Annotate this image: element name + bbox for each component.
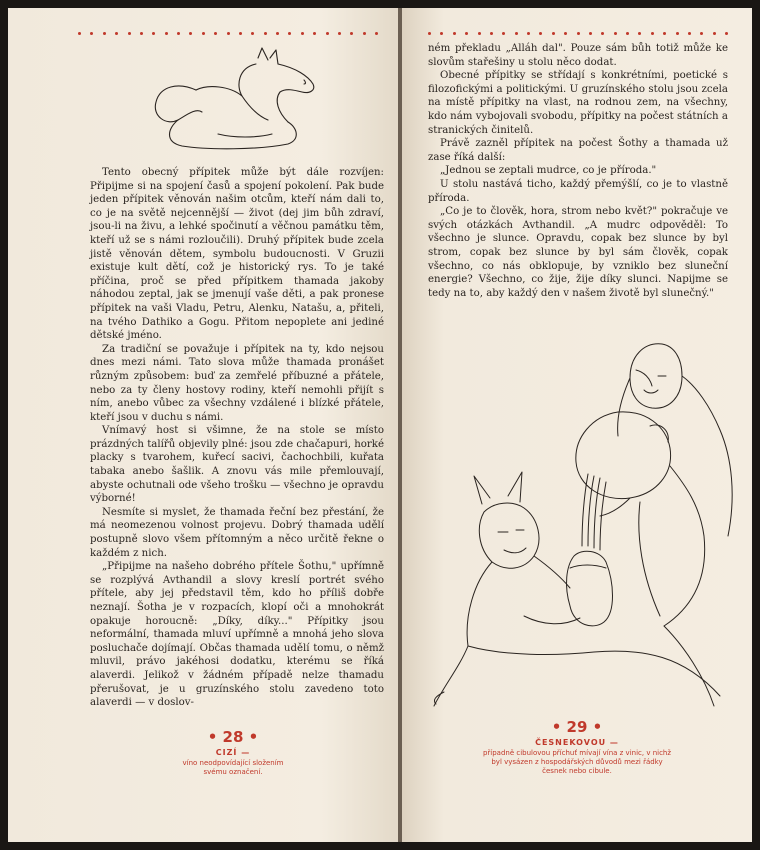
right-text-column: [428, 42, 728, 300]
paragraph: „Jednou se zeptali mudrce, co je příroda.": [440, 165, 657, 177]
page-number: • 29 •: [551, 718, 603, 736]
glossary-term: CIZÍ —: [215, 748, 251, 757]
paragraph: Nesmíte si myslet, že thamada řeční bez přestání, že má neomezenou volnost projevu. Dobrý thamada udělí postupně slovo všem přítomným a něco určitě řekne o každém z nich.: [90, 506, 384, 559]
paragraph: „Co je to člověk, hora, strom nebo květ?" pokračuje ve svých otázkách Avthandil. „A mudrc odpověděl: To všechno je slunce. Opravdu, copak bez slunce by byl strom, copak bez slunce by byl sám člověk, copak všechno, co nás obklopuje, by vzniklo bez sluneční energie? Všechno, co žije, žije díky slunci. Napijme se tedy na to, aby každý den v našem životě byl slunečný.": [428, 206, 728, 299]
paragraph: Tento obecný přípitek může být dále rozvíjen: Připijme si na spojení časů a spojení pokolení. Pak bude jeden přípitek věnován našim otcům, kteří nám dali to, co je na světě nejcennější — život (dej jim bůh zdraví, jsou-li na živu, a lehké spočinutí a věčnou památku těm, kteří už se s námi rozloučili). Druhý přípitek bude zcela jistě věnován dětem, symbolu budoucnosti. V Gruzii existuje kult dětí, což je historický rys. To je také příčina, proč se před přípitkem thamada jakoby náhodou zeptal, jak se jmenují vaše děti, a pak pronese přípitek na vaši Vladu, Petru, Alenku, Natašu, a, přiteli, na tvého Dathiko a Gogu. Přitom nepoplete ani jediné dětské jméno.: [90, 167, 384, 342]
page-number: • 28 •: [207, 728, 259, 746]
deer-drawing-icon: [138, 46, 328, 156]
paragraph: Vnímavý host si všimne, že na stole se místo prázdných talířů objevily plné: jsou zde chačapuri, horké placky s tvarohem, kuřecí sacivi, čachochbili, kuřata tabaka anebo šašlik. A znovu vás mile přemlouvají, abyste ochutnali ode všeho trošku — všechno je opravdu výborné!: [90, 425, 384, 505]
glossary-definition: případně cibulovou příchuť mívají vína z vinic, v nichž byl vysázen z hospodářských důvodů mezi řádky česnek nebo cibule.: [482, 749, 672, 775]
paragraph: „Připijme na našeho dobrého přítele Šothu," upřímně se rozplývá Avthandil a slovy kreslí portrét svého přítele, aby jej představil těm, kdo ho příliš dobře neznají. Šotha je v rozpacích, klopí oči a mnohokrát opakuje horoucně: „Díky, díky..." Přípitky jsou neformální, thamada mluví upřímně a mnohá jeho slova posluchače dojímají. Občas thamada udělí tomu, o němž mluvil, právo jakéhosi dodatku, kterému se říká alaverdi. Jelikož v žádném případě nelze thamadu přerušovat, je u gruzínského stolu zavedeno toto alaverdi — v doslov-: [90, 561, 384, 709]
paragraph: Právě zazněl přípitek na počest Šothy a thamada už zase říká další:: [428, 138, 728, 163]
paragraph: Obecné přípitky se střídají s konkrétními, poetické s filozofickými a politickými. U gruzínského stolu jsou zcela na místě přípitky na vlast, na rodnou zem, na všechny, kdo nám vybojovali svobodu, přípitky na počest státních a stranických činitelů.: [428, 70, 728, 136]
paragraph: ném překladu „Alláh dal". Pouze sám bůh totiž může ke slovům stařešiny u stolu něco dodat.: [428, 43, 728, 68]
decorative-dot-row: [78, 32, 378, 35]
decorative-dot-row: [428, 32, 728, 35]
wine-pouring-drawing-icon: [424, 326, 744, 726]
page-28: [8, 8, 400, 842]
paragraph: U stolu nastává ticho, každý přemýšlí, co je to vlastně příroda.: [428, 178, 728, 204]
glossary-definition: víno neodpovídající složením svému označení.: [182, 759, 284, 776]
paragraph: Za tradiční se považuje i přípitek na ty, kdo nejsou dnes mezi námi. Tato slova může thamada pronášet různým způsobem: buď za zemřelé příbuzné a přátele, nebo za ty členy hostovy rodiny, kteří nemohli přijít s ním, anebo vůbec za všechny vzdálené i blízké přátele, kteří jsou v duchu s námi.: [90, 343, 384, 423]
open-book: [8, 8, 752, 842]
glossary-term: ČESNEKOVOU —: [535, 738, 619, 747]
page-29: [402, 8, 752, 842]
left-text-column: [90, 166, 384, 710]
